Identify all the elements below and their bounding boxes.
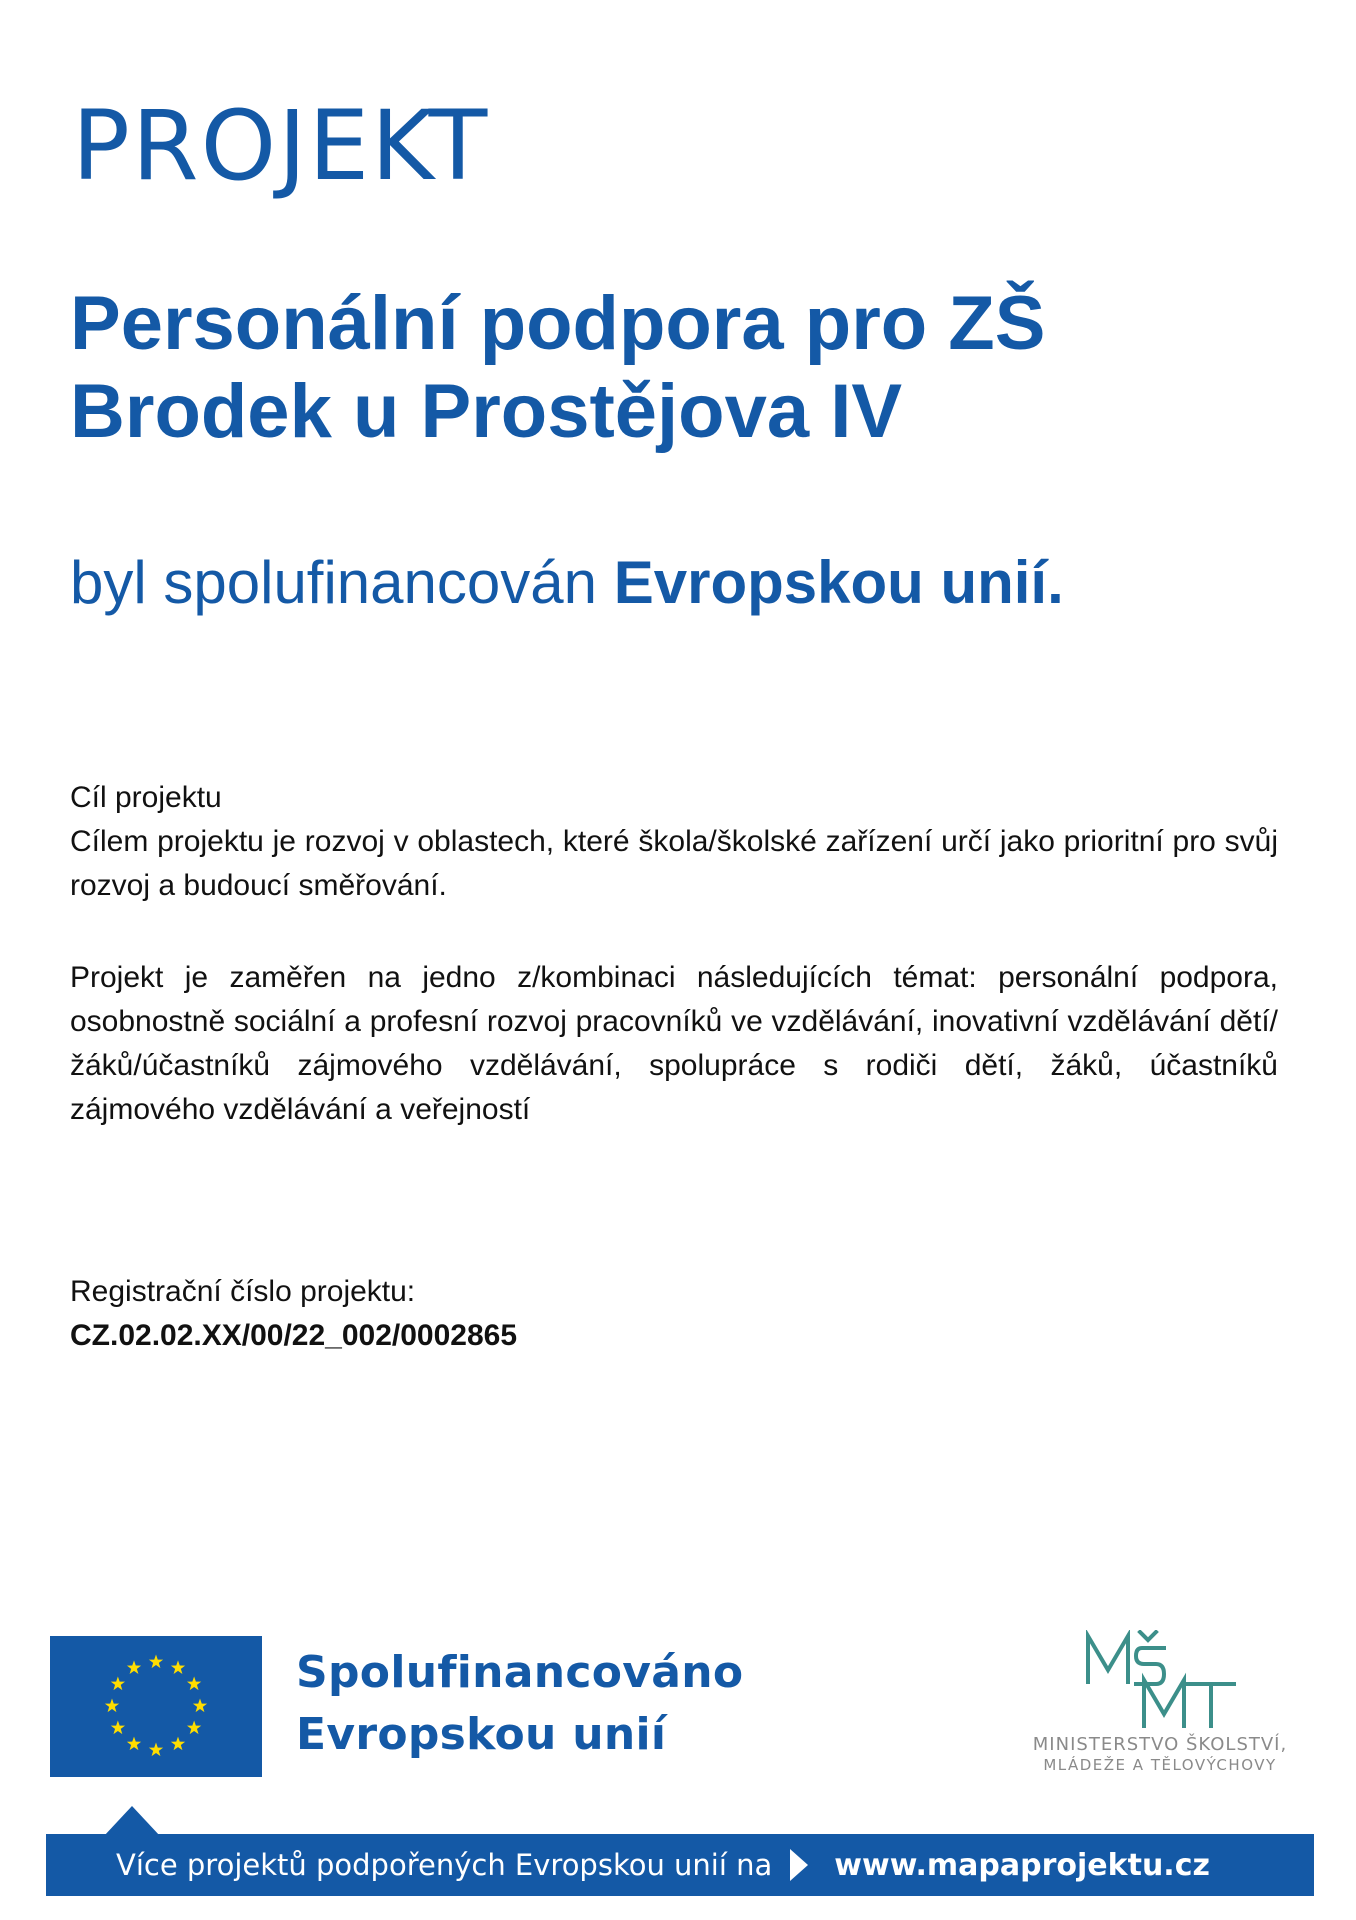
eu-stars-icon <box>50 1636 262 1777</box>
eu-star-icon <box>149 1655 163 1669</box>
banner-url-link[interactable]: www.mapaprojektu.cz <box>834 1847 1210 1883</box>
eu-star-icon <box>105 1699 119 1713</box>
banner-text: Více projektů podpořených Evropskou unií na <box>116 1848 773 1882</box>
cofinanced-statement <box>70 548 1064 618</box>
registration-label: Registrační číslo projektu: <box>70 1275 416 1308</box>
registration-number: CZ.02.02.XX/00/22_002/0002865 <box>70 1319 518 1352</box>
eu-star-icon <box>171 1737 185 1751</box>
msmt-logo-line2: MLÁDEŽE A TĚLOVÝCHOVY <box>1043 1756 1277 1774</box>
eu-star-icon <box>187 1721 201 1735</box>
project-title: Personální podpora pro ZŠ Brodek u Prostějova IV <box>70 281 1046 454</box>
eu-star-icon <box>149 1743 163 1757</box>
msmt-logo-line1: MINISTERSTVO ŠKOLSTVÍ, <box>1032 1734 1288 1755</box>
footer-banner <box>46 1834 1314 1896</box>
goal-text: Cílem projektu je rozvoj v oblastech, které škola/školské zařízení určí jako prioritní pro svůj rozvoj a budoucí směřování. <box>70 825 1278 902</box>
eu-star-icon <box>193 1699 207 1713</box>
msmt-logo-icon <box>1084 1630 1240 1730</box>
cofinanced-eu: Evropskou unií. <box>613 549 1064 616</box>
cofinanced-prefix: byl spolufinancován <box>70 549 614 616</box>
banner-notch-icon <box>104 1806 160 1836</box>
eu-logo-line2: Evropskou unií <box>296 1709 667 1760</box>
eu-star-icon <box>171 1660 185 1674</box>
eu-star-icon <box>127 1737 141 1751</box>
eu-logo-line1: Spolufinancováno <box>296 1647 744 1698</box>
goal-heading: Cíl projektu <box>70 781 222 814</box>
eu-star-icon <box>187 1677 201 1691</box>
msmt-logo-text <box>1000 1734 1320 1775</box>
project-topics: Projekt je zaměřen na jedno z/kombinaci následujících témat: personální podpora, osobnostně sociální a profesní rozvoj pracovníků ve vzdělávání, inovativní vzdělávání dětí/žáků/účastníků zájmového vzdělávání, spolupráce s rodiči dětí, žáků, účastníků zájmového vzdělávání a veřejností <box>70 961 1278 1126</box>
eu-star-icon <box>111 1721 125 1735</box>
play-arrow-icon <box>790 1849 808 1881</box>
registration-block <box>70 1270 517 1358</box>
project-label: PROJEKT <box>72 90 490 202</box>
eu-flag-icon <box>50 1636 262 1777</box>
eu-logo-text <box>296 1642 743 1766</box>
eu-star-icon <box>127 1660 141 1674</box>
project-goal <box>70 776 1278 908</box>
eu-star-icon <box>111 1677 125 1691</box>
